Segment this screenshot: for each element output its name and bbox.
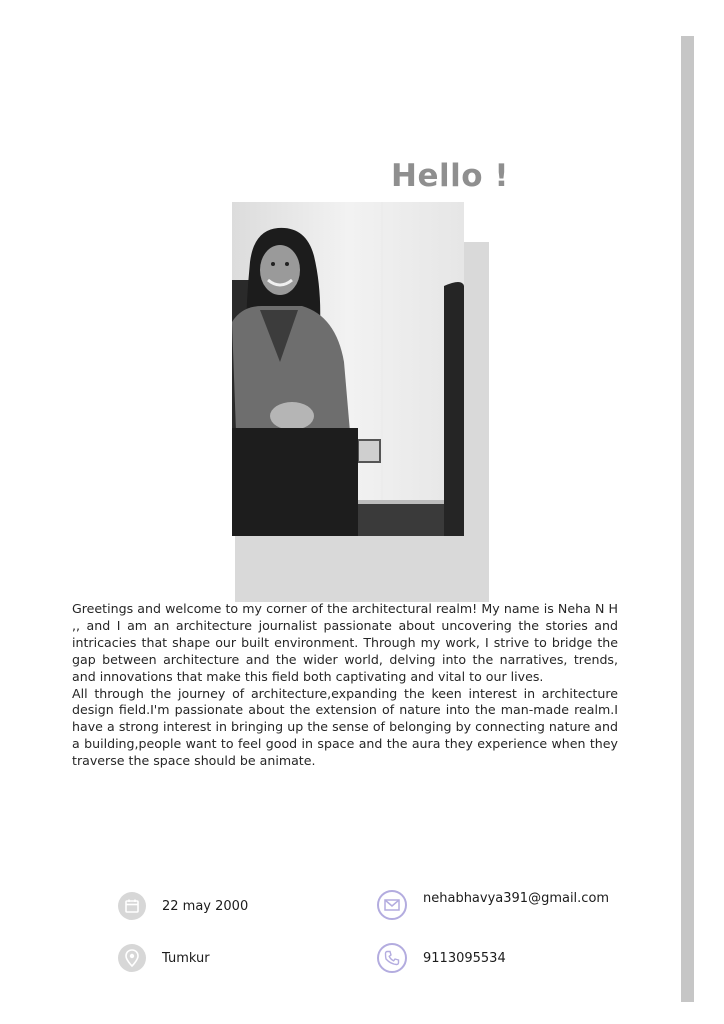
contact-dob [118, 892, 248, 920]
bio-paragraph-1: Greetings and welcome to my corner of the architectural realm! My name is Neha N H ,, and I am an architecture journalist passionate about uncovering the stories and intricacies that shape our built environment. Through my work, I strive to bridge the gap between architecture and the wider world, delving into the narratives, trends, and innovations that make this field both captivating and vital to our lives. [72, 601, 618, 684]
side-bar [681, 36, 694, 1002]
page-title: Hello ! [391, 158, 509, 194]
bio-text [72, 601, 618, 770]
bio-paragraph-2: All through the journey of architecture,expanding the keen interest in architecture design field.I'm passionate about the extension of nature into the man-made realm.I have a strong interest in bringing up the sense of belonging by connecting nature and a building,people want to feel good in space and the aura they experience when they traverse the space should be animate. [72, 685, 618, 769]
contact-email [377, 890, 609, 920]
phone-value[interactable]: 9113095534 [423, 950, 506, 966]
location-pin-icon [118, 944, 146, 972]
contact-location [118, 944, 210, 972]
location-value: Tumkur [162, 950, 210, 966]
calendar-icon [118, 892, 146, 920]
dob-value: 22 may 2000 [162, 898, 249, 914]
contact-phone [377, 943, 506, 973]
mail-icon [377, 890, 407, 920]
phone-icon [377, 943, 407, 973]
profile-photo [232, 202, 464, 536]
profile-photo-illustration [232, 202, 464, 536]
email-value[interactable]: nehabhavya391@gmail.com [423, 890, 610, 906]
